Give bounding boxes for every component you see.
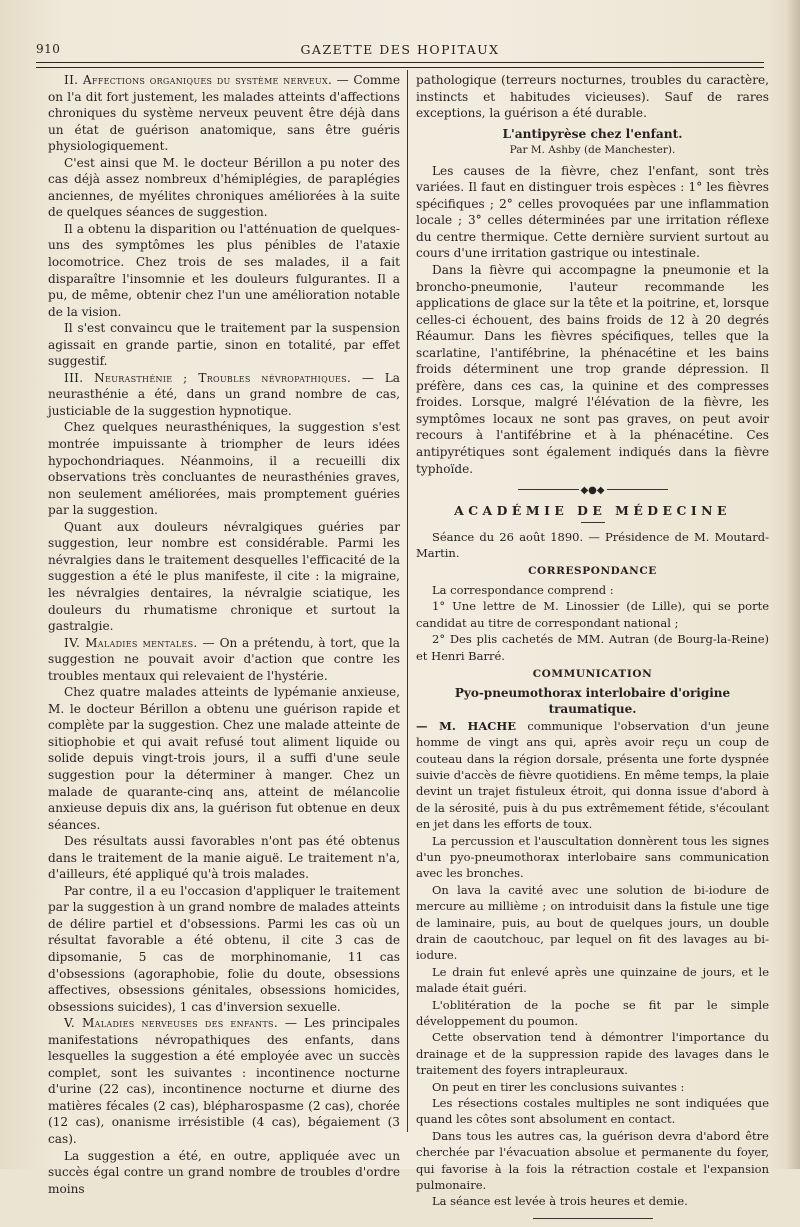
paragraph: La séance est levée à trois heures et demie. <box>432 1194 688 1209</box>
paragraph: Les causes de la fièvre, chez l'enfant, sont très variées. Il faut en distinguer trois espèces : 1° les fièvres spécifiques ; 2° celles provoquées par une inflammation locale ; 3° celles déterminées par une irritation réflexe du centre thermique. Cette dernière survient surtout au cours d'une irritation gastrique ou intestinale. <box>416 163 769 261</box>
section-3-heading: III. Neurasthénie ; Troubles névropathiques. — <box>64 370 375 385</box>
paragraph: Des résultats aussi favorables n'ont pas été obtenus dans le traitement de la manie aiguë. Le traitement n'a, d'ailleurs, été appliqué qu'à trois malades. <box>48 834 400 882</box>
seance-line: Séance du 26 août 1890. — Présidence de M. Moutard-Martin. <box>416 529 769 561</box>
section-title-academie: ACADÉMIE DE MÉDECINE <box>454 503 731 519</box>
paragraph: L'oblitération de la poche se fit par le simple développement du poumon. <box>416 997 769 1029</box>
section-4-paragraph: IV. Maladies mentales. — On a prétendu, à tort, que la suggestion ne pouvait avoir d'action que contre les troubles mentaux qui relevaient de l'hystérie. <box>48 635 400 683</box>
page-number: 910 <box>36 42 61 56</box>
paragraph: — M. HACHE communique l'observation d'un jeune homme de vingt ans qui, après avoir reçu un coup de couteau dans la région dorsale, présenta une forte dyspnée suivie d'accès de fièvre quotidiens. En même temps, la plaie devint un trajet fistuleux étroit, qui donna issue d'abord à de la sérosité, puis à du pus extrêmement fétide, s'écoulant en jet dans les efforts de toux. <box>416 718 770 832</box>
paragraph: 1° Une lettre de M. Linossier (de Lille), qui se porte candidat au titre de correspondant national ; <box>416 599 769 630</box>
paragraph: Il a obtenu la disparition ou l'atténuation de quelques-uns des symptômes les plus pénibles de l'ataxie locomotrice. Chez trois de ses malades, il a fait disparaître l'insomnie et les douleurs fulgurantes. Il a pu, de même, obtenir chez l'un une amélioration notable de la vision. <box>48 221 400 319</box>
section-5-paragraph: V. Maladies nerveuses des enfants. — Les principales manifestations névropathiques des enfants, dans lesquelles la suggestion a été employée avec un succès complet, sont les suivantes : incontinence nocturne d'urine (22 cas), incontinence nocturne et diurne des matières fécales (2 cas), blépharospasme (2 cas), chorée (12 cas), onanisme irrésistible (4 cas), bégaiement (3 cas). <box>48 1016 400 1146</box>
paragraph: C'est ainsi que M. le docteur Bérillon a pu noter des cas déjà assez nombreux d'hémiplégies, de paraplégies anciennes, de myélites chroniques améliorées à la suite de quelques séances de suggestion. <box>48 155 400 220</box>
paragraph: Dans la fièvre qui accompagne la pneumonie et la broncho-pneumonie, l'auteur recommande les applications de glace sur la tête et la poitrine, et, lorsque celles-ci échouent, des bains froids de 12 à 20 degrés Réaumur. Dans les fièvres spécifiques, telles que la scarlatine, l'antifébrine, la phénacétine et les bains froids déterminent une trop grande dépression. Il préfère, dans ces cas, la quinine et des compresses froides. Lorsque, malgré l'élévation de la fièvre, les symptômes locaux ne sont pas graves, on peut avoir recours à l'antifébrine et à la phénacétine. Ces antipyrétiques sont également indiqués dans la fièvre typhoïde. <box>416 263 769 476</box>
section-2-paragraph: II. Affections organiques du système nerveux. — Comme on l'a dit fort justement, les malades atteints d'affections chroniques du système nerveux peuvent être déjà dans un état de guérison anatomique, sans être guéris physiologiquement. <box>48 73 400 154</box>
left-column <box>48 72 400 1197</box>
page-header <box>36 40 764 62</box>
paragraph: Chez quelques neurasthéniques, la suggestion s'est montrée impuissante à triompher de leurs idées hypochondriaques. Néanmoins, il a recueilli dix observations très concluantes de neurasthénies graves, non seulement améliorées, mais promptement guéries par la suggestion. <box>48 420 400 518</box>
running-title: GAZETTE DES HOPITAUX <box>300 42 500 57</box>
paragraph: Cette observation tend à démontrer l'importance du drainage et de la suppression rapide des lavages dans le traitement des foyers intrapleuraux. <box>416 1030 769 1078</box>
header-rule <box>36 62 764 68</box>
paragraph: Il s'est convaincu que le traitement par la suspension agissait en grande partie, sinon en totalité, par effet suggestif. <box>48 321 400 369</box>
binding-shadow <box>786 0 800 1169</box>
author-name: — M. HACHE <box>416 718 517 733</box>
section-4-heading: IV. Maladies mentales. — <box>64 635 215 650</box>
section-5-heading: V. Maladies nerveuses des enfants. — <box>64 1016 298 1031</box>
paragraph: On lava la cavité avec une solution de bi-iodure de mercure au millième ; on introduisit dans la fistule une tige de laminaire, puis, au bout de quelques jours, un double drain de caoutchouc, par lequel on fit des lavages au bi-iodure. <box>416 882 769 963</box>
paragraph: La percussion et l'auscultation donnèrent tous les signes d'un pyo-pneumothorax interlobaire sans communication avec les bronches. <box>416 833 769 881</box>
end-rule <box>533 1218 653 1219</box>
paragraph: pathologique (terreurs nocturnes, troubles du caractère, instincts et habitudes vicieuses). Sauf de rares exceptions, la guérison a été durable. <box>416 73 769 121</box>
separator-ornament: ◆●◆ <box>578 483 606 500</box>
paragraph: Le drain fut enlevé après une quinzaine de jours, et le malade était guéri. <box>416 964 769 996</box>
paragraph: Par contre, il a eu l'occasion d'appliquer le traitement par la suggestion à un grand nombre de malades atteints de délire partiel et d'obsessions. Parmi les cas où un résultat favorable a été obtenu, il cite 3 cas de dipsomanie, 5 cas de morphinomanie, 11 cas d'obsessions (agoraphobie, folie du doute, obsessions affectives, obsessions génitales, obsessions homicides, obsessions suicides), 1 cas d'inversion sexuelle. <box>48 883 400 1014</box>
paragraph: La suggestion a été, en outre, appliquée avec un succès égal contre un grand nombre de troubles d'ordre moins <box>48 1148 400 1196</box>
section-3-paragraph: III. Neurasthénie ; Troubles névropathiques. — La neurasthénie a été, dans un grand nombre de cas, justiciable de la suggestion hypnotique. <box>48 370 400 418</box>
paragraph: Les résections costales multiples ne sont indiquées que quand les côtes sont absolument en contact. <box>416 1096 769 1127</box>
paragraph: Quant aux douleurs névralgiques guéries par suggestion, leur nombre est considérable. Parmi les névralgies dans le traitement desquelles l'efficacité de la suggestion a été le plus manifeste, il cite : la migraine, les névralgies dentaires, la névralgie sciatique, les douleurs du rhumatisme chronique et surtout la gastralgie. <box>48 519 400 634</box>
article-title: L'antipyrèse chez l'enfant. <box>502 126 683 141</box>
section-2-heading: II. Affections organiques du système nerveux. — <box>64 73 350 87</box>
paragraph: Chez quatre malades atteints de lypémanie anxieuse, M. le docteur Bérillon a obtenu une guérison rapide et complète par la suggestion. Chez une malade atteinte de sitiophobie et qui avait refusé tout aliment liquide ou solide depuis vingt-trois jours, il a suffi d'une seule suggestion pour la déterminer à manger. Chez un malade de quarante-cinq ans, atteint de mélancolie anxieuse depuis dix ans, la guérison fut obtenue en deux séances. <box>48 685 400 832</box>
paragraph: Dans tous les autres cas, la guérison devra d'abord être cherchée par l'évacuation absolue et permanente du foyer, qui favorise à la fois la rétraction costale et l'expansion pulmonaire. <box>416 1128 769 1193</box>
small-rule <box>581 522 605 523</box>
article-byline: Par M. Ashby (de Manchester). <box>509 144 676 157</box>
paragraph: La correspondance comprend : <box>432 583 614 598</box>
correspondance-heading: CORRESPONDANCE <box>528 565 657 578</box>
paragraph: 2° Des plis cachetés de MM. Autran (de Bourg-la-Reine) et Henri Barré. <box>416 632 769 663</box>
paragraph: On peut en tirer les conclusions suivantes : <box>432 1079 685 1094</box>
column-divider <box>407 70 408 1132</box>
right-column <box>416 72 769 1227</box>
communication-title: Pyo-pneumothorax interlobaire d'origine traumatique. <box>454 685 731 717</box>
section-separator <box>518 485 668 495</box>
communication-heading: COMMUNICATION <box>532 668 653 681</box>
